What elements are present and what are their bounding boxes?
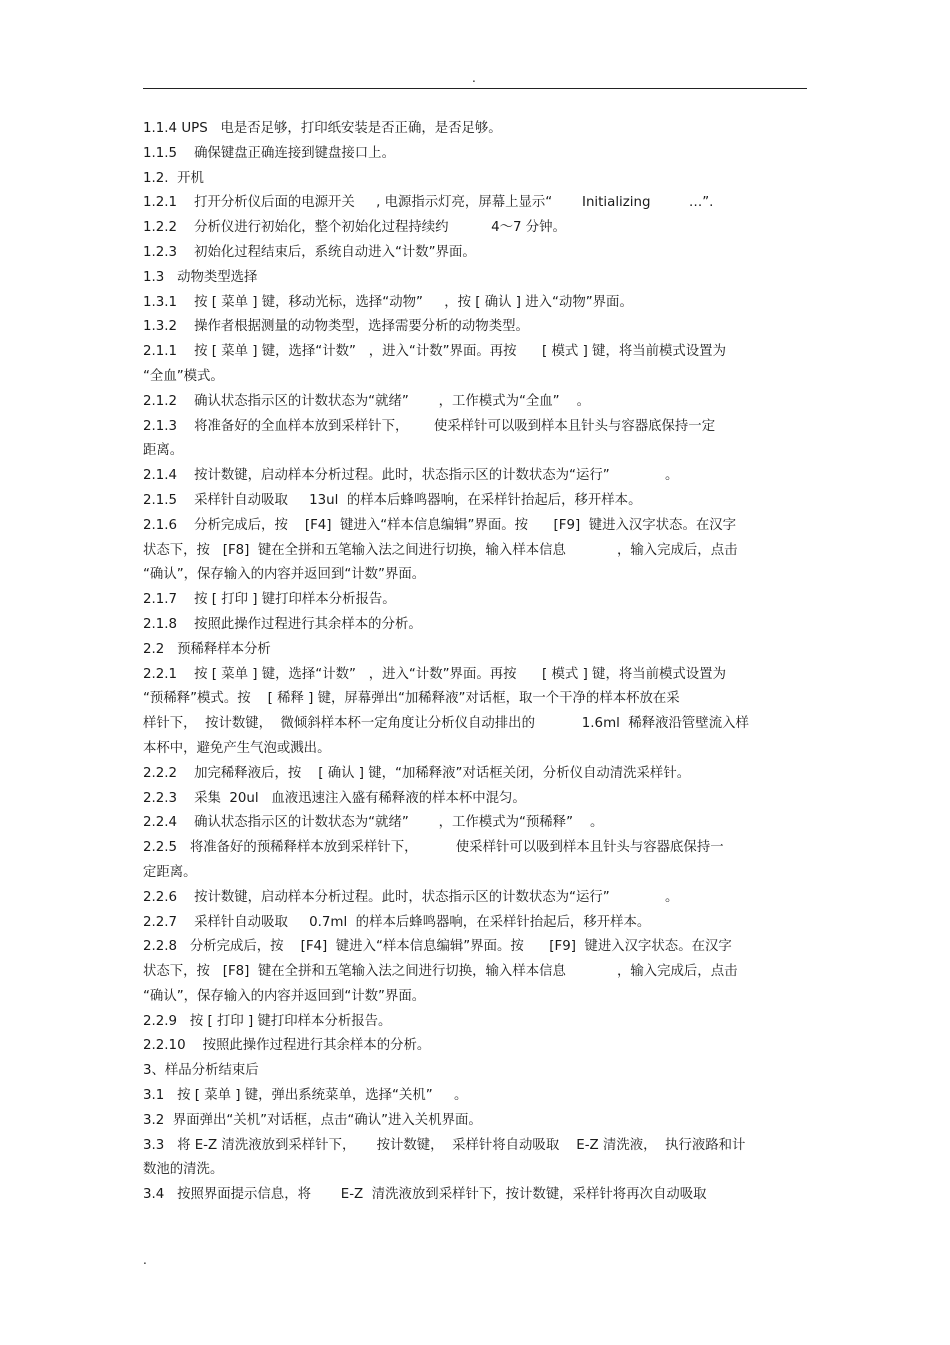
header-rule	[143, 88, 807, 89]
header-mark: .	[472, 71, 476, 85]
text-line: 2.1.4 按计数键，启动样本分析过程。此时，状态指示区的计数状态为“运行” 。	[143, 468, 679, 484]
text-line: 1.2.2 分析仪进行初始化，整个初始化过程持续约 4～7 分钟。	[143, 220, 566, 236]
text-line: 2.2.3 采集 20ul 血液迅速注入盛有稀释液的样本杯中混匀。	[143, 790, 526, 806]
text-line: 2.1.5 采样针自动吸取 13ul 的样本后蜂鸣器响，在采样针抬起后，移开样本。	[143, 492, 642, 508]
text-line: 2.1.8 按照此操作过程进行其余样本的分析。	[143, 616, 422, 632]
text-line: 1.2.3 初始化过程结束后，系统自动进入“计数”界面。	[143, 244, 476, 260]
text-line: 2.2.6 按计数键，启动样本分析过程。此时，状态指示区的计数状态为“运行” 。	[143, 889, 679, 905]
section-heading: 1.2. 开机	[143, 170, 204, 186]
text-line: 距离。	[143, 443, 184, 459]
text-line: 定距离。	[143, 864, 197, 880]
text-line: 2.1.6 分析完成后，按 [F4] 键进入“样本信息编辑”界面。按 [F9] 键进入汉字状态。在汉字	[143, 517, 737, 533]
text-line: 2.2.8 分析完成后，按 [F4] 键进入“样本信息编辑”界面。按 [F9] 键进入汉字状态。在汉字	[143, 939, 732, 955]
text-line: 2.1.3 将准备好的全血样本放到采样针下， 使采样针可以吸到样本且针头与容器底保持一定	[143, 418, 716, 434]
section-heading: 1.3 动物类型选择	[143, 269, 258, 285]
text-line: “确认”，保存输入的内容并返回到“计数”界面。	[143, 567, 426, 583]
text-line: 2.1.1 按 [ 菜单 ] 键，选择“计数” ，进入“计数”界面。再按 [ 模式 ] 键，将当前模式设置为	[143, 344, 726, 360]
text-line: “全血”模式。	[143, 368, 224, 384]
text-line: 2.2.5 将准备好的预稀释样本放到采样针下， 使采样针可以吸到样本且针头与容器底保持一	[143, 840, 724, 856]
text-line: 状态下，按 [F8] 键在全拼和五笔输入法之间进行切换，输入样本信息 ，输入完成后，点击	[143, 964, 738, 980]
footer-mark: .	[143, 1253, 147, 1267]
text-line: 1.1.5 确保键盘正确连接到键盘接口上。	[143, 145, 395, 161]
section-heading: 3、样品分析结束后	[143, 1063, 259, 1079]
text-line: 数池的清洗。	[143, 1162, 224, 1178]
text-line: 3.3 将 E-Z 清洗液放到采样针下， 按计数键， 采样针将自动吸取 E-Z 清洗液， 执行液路和计	[143, 1137, 746, 1153]
text-line: 2.1.2 确认状态指示区的计数状态为“就绪” ，工作模式为“全血” 。	[143, 393, 591, 409]
text-line: “确认”，保存输入的内容并返回到“计数”界面。	[143, 988, 426, 1004]
text-line: 1.2.1 打开分析仪后面的电源开关 , 电源指示灯亮，屏幕上显示“ Initializing …”.	[143, 195, 714, 211]
text-line: 1.1.4 UPS 电是否足够，打印纸安装是否正确，是否足够。	[143, 121, 502, 136]
text-line: “预稀释”模式。按 [ 稀释 ] 键，屏幕弹出“加稀释液”对话框，取一个干净的样本杯放在采	[143, 691, 680, 707]
text-line: 3.1 按 [ 菜单 ] 键，弹出系统菜单，选择“关机” 。	[143, 1088, 468, 1104]
text-line: 3.4 按照界面提示信息，将 E-Z 清洗液放到采样针下，按计数键，采样针将再次自动吸取	[143, 1187, 707, 1203]
text-line: 2.2.1 按 [ 菜单 ] 键，选择“计数” ，进入“计数”界面。再按 [ 模式 ] 键，将当前模式设置为	[143, 666, 726, 682]
text-line: 1.3.1 按 [ 菜单 ] 键，移动光标，选择“动物” ，按 [ 确认 ] 进入“动物”界面。	[143, 294, 633, 310]
text-line: 2.2.4 确认状态指示区的计数状态为“就绪” ，工作模式为“预稀释” 。	[143, 815, 604, 831]
text-line: 本杯中，避免产生气泡或溅出。	[143, 740, 331, 756]
text-line: 2.2.2 加完稀释液后，按 [ 确认 ] 键，“加稀释液”对话框关闭，分析仪自动清洗采样针。	[143, 765, 691, 781]
text-line: 1.3.2 操作者根据测量的动物类型，选择需要分析的动物类型。	[143, 319, 529, 335]
text-line: 3.2 界面弹出“关机”对话框，点击“确认”进入关机界面。	[143, 1112, 482, 1128]
text-line: 2.2.9 按 [ 打印 ] 键打印样本分析报告。	[143, 1013, 392, 1029]
text-line: 2.2.7 采样针自动吸取 0.7ml 的样本后蜂鸣器响，在采样针抬起后，移开样本。	[143, 914, 651, 930]
text-line: 状态下，按 [F8] 键在全拼和五笔输入法之间进行切换，输入样本信息 ，输入完成后，点击	[143, 542, 738, 558]
text-line: 2.1.7 按 [ 打印 ] 键打印样本分析报告。	[143, 592, 396, 608]
text-line: 样针下， 按计数键， 微倾斜样本杯一定角度让分析仪自动排出的 1.6ml 稀释液沿管壁流入样	[143, 716, 749, 732]
document-body	[143, 117, 803, 1208]
section-heading: 2.2 预稀释样本分析	[143, 641, 271, 657]
text-line: 2.2.10 按照此操作过程进行其余样本的分析。	[143, 1038, 431, 1054]
